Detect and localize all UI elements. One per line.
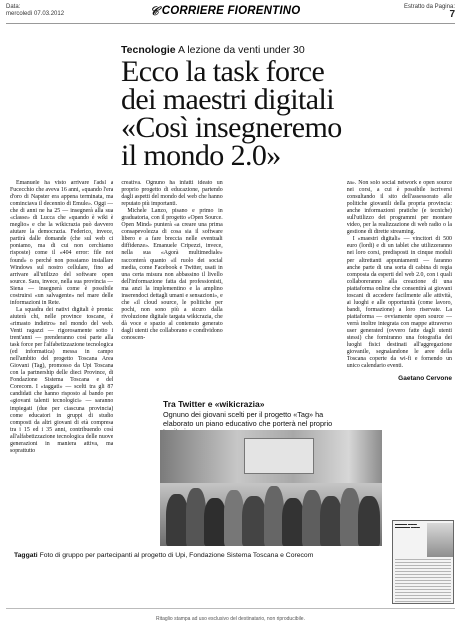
date-label: Data: (6, 4, 21, 10)
kicker-section: Tecnologie (121, 44, 176, 56)
article-headline (121, 55, 421, 172)
header-divider (6, 23, 455, 24)
thumbnail-text-lines (395, 559, 451, 603)
newspaper-masthead (150, 3, 310, 19)
kicker-text: A lezione da venti under 30 (178, 44, 305, 56)
paragraph: za». Non solo social network e open source nei corsi, a cui è possibile iscriversi consultando il sito dell'assessorato alle politiche giovanili della propria provincia: anche informazioni pratiche (e tecniche) sull'utilizzo dei programmi per montare video, per la realizzazione di web radio o la gestione di dirette streaming. (346, 180, 452, 236)
person-silhouette (224, 490, 244, 546)
callout-title: Tra Twitter e «wikicrazia» (163, 399, 265, 409)
clipping-footer-note: Ritaglio stampa ad uso esclusivo del destinatario, non riproducibile. (156, 616, 305, 622)
footer-divider (6, 608, 455, 609)
sidebar-box (236, 183, 340, 365)
person-silhouette (320, 496, 342, 546)
paragraph: creativa. Ognuno ha infatti ideato un proprio progetto di educazione, partendo dagli aspetti del mondo del web che hanno reputato più importanti. (121, 180, 223, 208)
person-silhouette (302, 490, 322, 546)
masthead-emblem-icon: 𝒞 (150, 3, 159, 18)
page-extract-block (404, 4, 455, 18)
article-byline: Gaetano Cervone (398, 375, 452, 383)
headline-line-3: «Così insegneremo (121, 111, 342, 144)
photo-caption (14, 552, 394, 560)
caption-text: Foto di gruppo per partecipanti al progetto di Upi, Fondazione Sistema Toscana e Corecom (39, 552, 314, 559)
body-column-1 (10, 180, 113, 498)
date-value: mercoledì 07.03.2012 (6, 11, 65, 17)
headline-line-4: il mondo 2.0» (121, 139, 281, 172)
person-silhouette (166, 494, 188, 546)
caption-label: Taggati (14, 552, 38, 559)
person-silhouette (340, 488, 360, 546)
person-silhouette (242, 496, 266, 546)
person-silhouette (186, 488, 206, 546)
thumbnail-headline: ▬▬▬▬ ▬▬▬ ▬▬▬▬▬ ▬▬▬ (395, 522, 420, 530)
body-column-3-text (236, 183, 340, 365)
callout-text: Ognuno dei giovani scelti per il progetto «Tag» ha elaborato un piano educativo che porterà nel proprio (163, 410, 333, 428)
person-silhouette (264, 486, 284, 546)
date-block (6, 4, 64, 18)
headline-line-2: dei maestri digitali (121, 83, 334, 116)
person-silhouette (358, 496, 380, 546)
person-silhouette (204, 498, 226, 546)
newspaper-name: CORRIERE FIORENTINO (161, 5, 301, 17)
photo-people (160, 474, 382, 546)
group-photo (160, 430, 382, 546)
extract-label: Estratto da Pagina: (403, 4, 455, 10)
paragraph: Michele Lanzo, pisano e primo in graduatoria, con il progetto «Open Source. Open Mind» punterà «a creare una prima consapevolezza di cosa sia il software libero e a fare breccia nelle eventuali diffidenze». Emanuele Cripezzi, invece, nella sua «Agorà multimediale» racconterà quanto «il ruolo dei social media, come Facebook e Twitter, usati in una certa misura non abbassino il livello dell'informazione fatta dai professionisti, ma anzi la implementino e la amplino inserendoci dettagli umani e sensazioni», e che «il cloud source, le politiche per pochi, non sono più a sicuro dalla rivoluzione digitale targata wikicrazia, che dà voce e spazio al contenuto generato dagli utenti che collaborano e condividono conoscen- (121, 208, 223, 342)
paragraph: I «maestri digitali» — vincitori di 500 euro (lordi) e di un tablet che utilizzeranno nei loro corsi, predisposti in cinque moduli per altrettanti appuntamenti — faranno anche parte di una sorta di cabina di regia composta da esperti del web 2.0, con i quali collaboreranno alla creazione di una piattaforma online che consentirà ai giovani toscani di accedere facilmente alle attività, ai luoghi e alle opportunità (come lavoro, bandi, formazione) a loro riservate. La piattaforma — ovviamente open source — verrà inoltre integrata con mappe attraverso user generated (ovvero fatte dagli utenti stessi) che forniranno una fotografia dei luoghi fisici destinati all'aggregazione giovanile, segnalandone le aree della Toscana coperte da wi-fi e fornendo un unico calendario eventi. (346, 236, 452, 370)
page-thumbnail (392, 520, 454, 604)
photo-screen (244, 438, 314, 474)
page-number: 7 (449, 9, 455, 20)
thumbnail-image (427, 523, 453, 557)
paragraph: Emanuele ha visto arrivare l'adsl a Fucecchio che aveva 16 anni, «quando l'era d'oro di Napster era appena terminata, ma cominciava il decennio di Emule». Oggi — che di anni ne ha 25 — insegnerà alla sua «classe» di Lucca che «quando è wiki è meglio» e che la wikicrazia può davvero aiutare la democrazia. Federico, invece, partirà dalle domande (che sul web ci poniamo, ma di cui non cerchiamo risposte) come il «404 error: file not found» o perché non possiamo installare Windows sul nostro cellulare, fino ad arrivare all'utilizzo del software open source. Sara, invece, nella sua provincia — Siena — insegnerà come è possibile costruirsi «un salvagente» nel mare delle informazioni in Rete. (10, 180, 114, 306)
headline-line-1: Ecco la task force (121, 55, 325, 88)
paragraph: La squadra dei nativi digitali è pronta: aiuterà chi, nelle province toscane, è «rimasto indietro» nel mondo del web. Venti ragazzi — rigorosamente sotto i trent'anni — prenderanno così parte alla task force per l'alfabetizzazione tecnologica (ed informatica) messa in campo nell'ambito del progetto Toscana Area Giovani (Tag), promosso da Upi Toscana con la partnership delle dieci Province, di Fondazione Sistema Toscana e del Corecom. I «taggati» — scelti tra gli 87 candidati che hanno risposto al bando per «giovani talenti tecnologici» — saranno impiegati (due per ciascuna provincia) come educatori in gruppi di studio composti da altri giovani di età compresa tra i 15 ed i 35 anni, contribuendo così all'alfabetizzazione tecnologica delle nuove generazioni in maniera attiva, ma soprattutto (10, 306, 114, 454)
person-silhouette (282, 498, 304, 546)
